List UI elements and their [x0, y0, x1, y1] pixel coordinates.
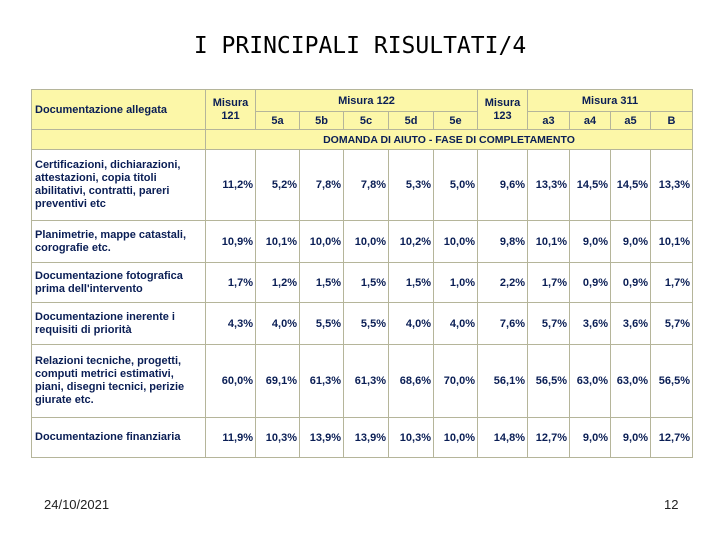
subcol-header: a4: [570, 112, 611, 130]
value-cell: 9,0%: [570, 221, 611, 263]
value-cell: 10,1%: [651, 221, 693, 263]
row-header-cell: Documentazione allegata: [32, 90, 206, 130]
value-cell: 5,3%: [389, 150, 434, 221]
value-cell: 1,5%: [344, 263, 389, 303]
value-cell: 3,6%: [611, 303, 651, 345]
value-cell: 10,0%: [300, 221, 344, 263]
value-cell: 13,9%: [300, 418, 344, 458]
value-cell: 9,8%: [478, 221, 528, 263]
value-cell: 70,0%: [434, 345, 478, 418]
value-cell: 60,0%: [206, 345, 256, 418]
value-cell: 10,3%: [389, 418, 434, 458]
value-cell: 5,7%: [651, 303, 693, 345]
value-cell: 4,0%: [434, 303, 478, 345]
value-cell: 5,0%: [434, 150, 478, 221]
value-cell: 10,0%: [344, 221, 389, 263]
misura-122-header: Misura 122: [256, 90, 478, 112]
value-cell: 61,3%: [344, 345, 389, 418]
row-label: Relazioni tecniche, progetti, computi metrici estimativi, piani, disegni tecnici, perizie giurate etc.: [32, 345, 206, 418]
value-cell: 56,1%: [478, 345, 528, 418]
value-cell: 56,5%: [528, 345, 570, 418]
value-cell: 63,0%: [570, 345, 611, 418]
value-cell: 68,6%: [389, 345, 434, 418]
value-cell: 1,0%: [434, 263, 478, 303]
value-cell: 2,2%: [478, 263, 528, 303]
subcol-header: B: [651, 112, 693, 130]
subcol-header: a3: [528, 112, 570, 130]
value-cell: 13,9%: [344, 418, 389, 458]
value-cell: 4,0%: [256, 303, 300, 345]
value-cell: 1,5%: [389, 263, 434, 303]
value-cell: 10,3%: [256, 418, 300, 458]
slide-date: 24/10/2021: [44, 497, 110, 512]
value-cell: 13,3%: [528, 150, 570, 221]
value-cell: 4,3%: [206, 303, 256, 345]
value-cell: 0,9%: [570, 263, 611, 303]
value-cell: 1,7%: [206, 263, 256, 303]
subcol-header: 5b: [300, 112, 344, 130]
misura-311-header: Misura 311: [528, 90, 693, 112]
subcol-header: 5e: [434, 112, 478, 130]
value-cell: 10,2%: [389, 221, 434, 263]
value-cell: 7,8%: [344, 150, 389, 221]
value-cell: 5,7%: [528, 303, 570, 345]
value-cell: 9,0%: [611, 418, 651, 458]
value-cell: 9,0%: [570, 418, 611, 458]
row-label: Certificazioni, dichiarazioni, attestazioni, copia titoli abilitativi, contratti, pareri preventivi etc: [32, 150, 206, 221]
phase-banner: DOMANDA DI AIUTO - FASE DI COMPLETAMENTO: [206, 130, 693, 150]
value-cell: 1,2%: [256, 263, 300, 303]
subcol-header: 5c: [344, 112, 389, 130]
value-cell: 14,5%: [570, 150, 611, 221]
value-cell: 7,8%: [300, 150, 344, 221]
value-cell: 5,2%: [256, 150, 300, 221]
value-cell: 61,3%: [300, 345, 344, 418]
value-cell: 10,0%: [434, 418, 478, 458]
slide-title: I PRINCIPALI RISULTATI/4: [193, 33, 527, 59]
value-cell: 9,0%: [611, 221, 651, 263]
value-cell: 5,5%: [344, 303, 389, 345]
value-cell: 1,7%: [528, 263, 570, 303]
value-cell: 14,5%: [611, 150, 651, 221]
results-table: [31, 89, 693, 458]
misura-121-header: Misura 121: [206, 90, 256, 130]
value-cell: 10,1%: [256, 221, 300, 263]
value-cell: 11,9%: [206, 418, 256, 458]
subcol-header: a5: [611, 112, 651, 130]
value-cell: 63,0%: [611, 345, 651, 418]
value-cell: 10,1%: [528, 221, 570, 263]
value-cell: 9,6%: [478, 150, 528, 221]
value-cell: 12,7%: [528, 418, 570, 458]
value-cell: 10,9%: [206, 221, 256, 263]
value-cell: 1,7%: [651, 263, 693, 303]
value-cell: 12,7%: [651, 418, 693, 458]
value-cell: 5,5%: [300, 303, 344, 345]
value-cell: 14,8%: [478, 418, 528, 458]
value-cell: 10,0%: [434, 221, 478, 263]
row-label: Planimetrie, mappe catastali, corografie etc.: [32, 221, 206, 263]
value-cell: 7,6%: [478, 303, 528, 345]
subcol-header: 5d: [389, 112, 434, 130]
page-number: 12: [664, 497, 679, 512]
row-label: Documentazione inerente i requisiti di priorità: [32, 303, 206, 345]
row-label: Documentazione finanziaria: [32, 418, 206, 458]
value-cell: 13,3%: [651, 150, 693, 221]
value-cell: 69,1%: [256, 345, 300, 418]
value-cell: 3,6%: [570, 303, 611, 345]
value-cell: 1,5%: [300, 263, 344, 303]
row-label: Documentazione fotografica prima dell'intervento: [32, 263, 206, 303]
misura-123-header: Misura 123: [478, 90, 528, 130]
value-cell: 11,2%: [206, 150, 256, 221]
value-cell: 56,5%: [651, 345, 693, 418]
value-cell: 4,0%: [389, 303, 434, 345]
value-cell: 0,9%: [611, 263, 651, 303]
subcol-header: 5a: [256, 112, 300, 130]
